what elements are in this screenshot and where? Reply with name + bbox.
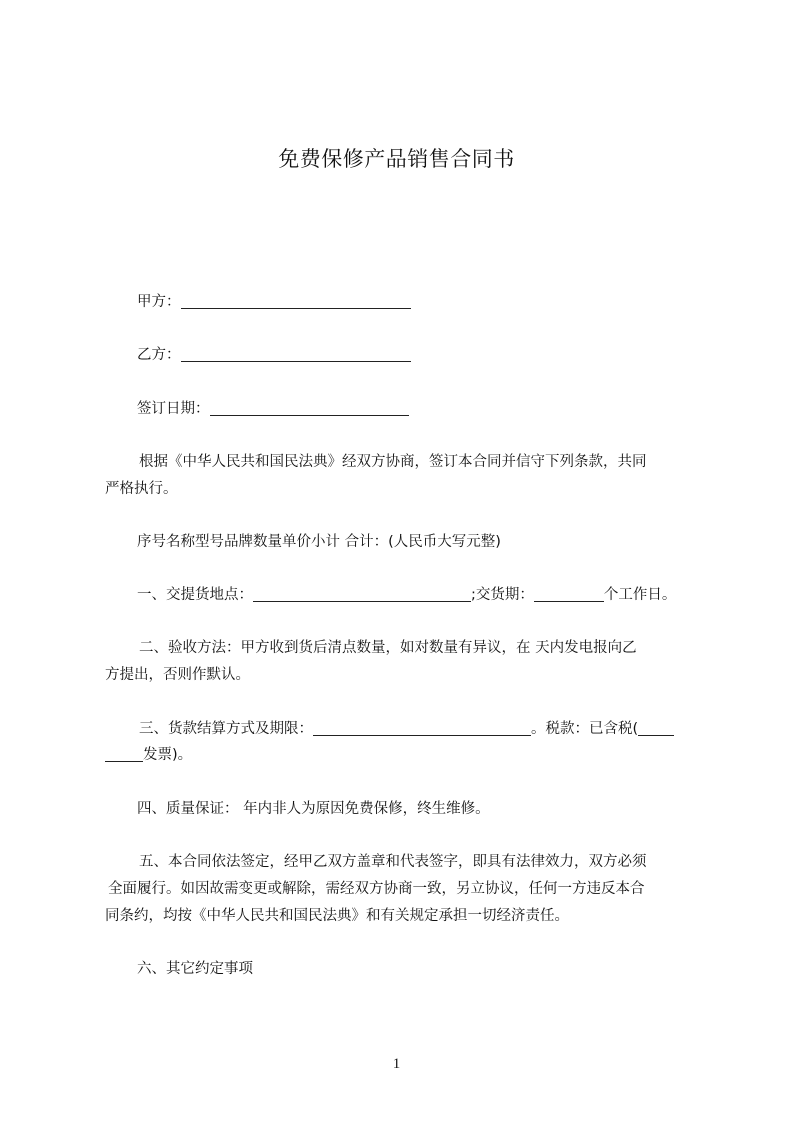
payment-terms-blank[interactable]	[313, 719, 531, 736]
invoice-type-blank-1[interactable]	[638, 719, 674, 736]
clause-2-line-2: 方提出，否则作默认。	[105, 667, 250, 683]
clause-6: 六、其它约定事项	[137, 961, 253, 977]
clause-3-middle: 。税款：已含税(	[531, 721, 639, 737]
party-b-label: 乙方：	[137, 347, 181, 363]
intro-line-1: 根据《中华人民共和国民法典》经双方协商，签订本合同并信守下列条款，共同	[139, 454, 647, 470]
party-a-blank[interactable]	[181, 292, 411, 309]
clause-3-line-1	[139, 719, 674, 739]
sign-date-label: 签订日期：	[137, 401, 210, 417]
clause-5-line-1: 五、本合同依法签定，经甲乙双方盖章和代表签字，即具有法律效力，双方必须	[139, 854, 647, 870]
clause-3-suffix: 发票)。	[143, 747, 193, 763]
clause-1-middle: ;交货期：	[471, 587, 534, 603]
clause-1	[137, 585, 676, 605]
clause-1-prefix: 一、交提货地点：	[137, 587, 253, 603]
clause-5-line-3: 同条约，均按《中华人民共和国民法典》和有关规定承担一切经济责任。	[105, 908, 569, 924]
clause-1-suffix: 个工作日。	[603, 587, 677, 603]
clause-4: 四、质量保证： 年内非人为原因免费保修，终生维修。	[137, 801, 490, 817]
items-header: 序号名称型号品牌数量单价小计 合计：(人民币大写元整)	[137, 534, 501, 550]
intro-line-2: 严格执行。	[105, 481, 178, 497]
clause-3-line-2	[105, 745, 192, 765]
party-a-field	[137, 292, 411, 312]
invoice-type-blank-2[interactable]	[105, 745, 143, 762]
delivery-location-blank[interactable]	[253, 585, 471, 602]
delivery-period-blank[interactable]	[534, 585, 604, 602]
page-title: 免费保修产品销售合同书	[278, 147, 515, 171]
sign-date-field	[137, 399, 409, 419]
clause-2-line-1: 二、验收方法：甲方收到货后清点数量，如对数量有异议，在 天内发电报向乙	[139, 640, 637, 656]
sign-date-blank[interactable]	[210, 399, 409, 416]
party-b-blank[interactable]	[181, 345, 411, 362]
clause-5-line-2: 全面履行。如因故需变更或解除，需经双方协商一致，另立协议，任何一方违反本合	[108, 881, 645, 897]
clause-3-prefix: 三、货款结算方式及期限：	[139, 721, 313, 737]
party-a-label: 甲方：	[137, 294, 181, 310]
party-b-field	[137, 345, 411, 365]
page-number: 1	[392, 1056, 401, 1072]
